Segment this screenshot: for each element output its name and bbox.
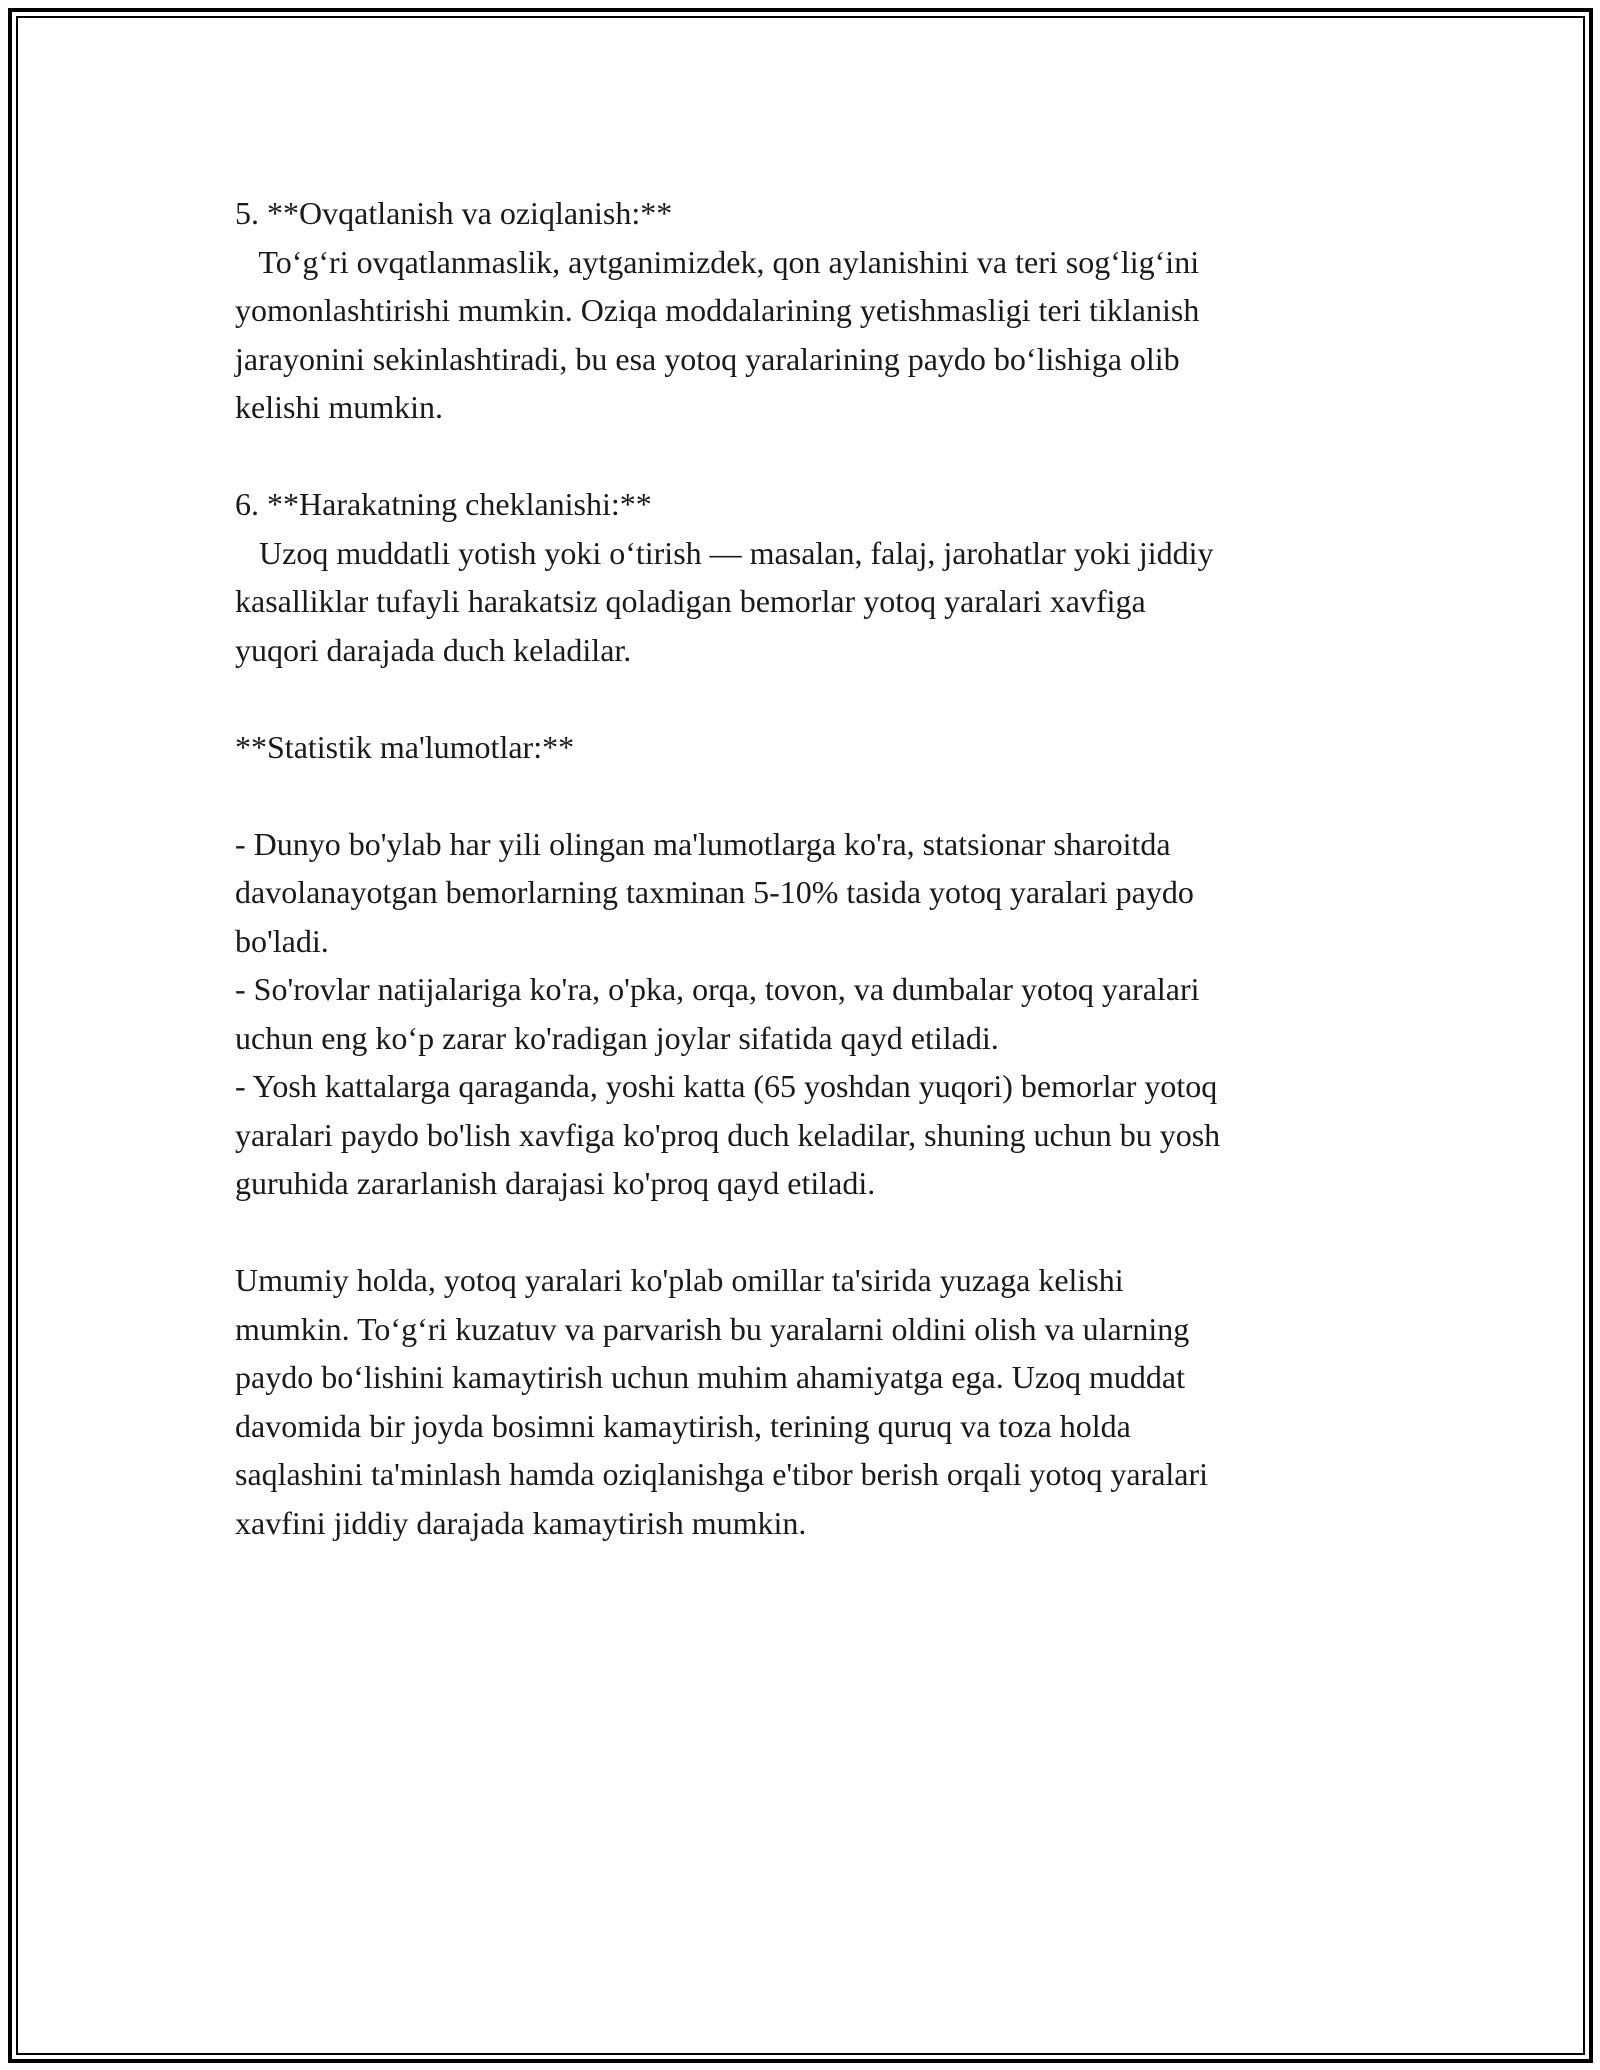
conclusion-line: saqlashini ta'minlash hamda oziqlanishga e'tibor berish orqali yotoq yaralari [235,1456,1209,1492]
statistics-line: uchun eng ko‘p zarar ko'radigan joylar sifatida qayd etiladi. [235,1019,999,1056]
statistics-line: - Yosh kattalarga qaraganda, yoshi katta (65 yoshdan yuqori) bemorlar yotoq [235,1068,1218,1104]
statistics-line: guruhida zararlanish darajasi ko'proq qayd etiladi. [235,1165,876,1201]
blank-line [235,771,1375,820]
section-6-heading: 6. **Harakatning cheklanishi:** [235,486,652,522]
section-6-line: Uzoq muddatli yotish yoki o‘tirish — masalan, falaj, jarohatlar yoki jiddiy [235,534,1214,571]
section-6-line: kasalliklar tufayli harakatsiz qoladigan bemorlar yotoq yaralari xavfiga [235,583,1146,619]
conclusion-line: davomida bir joyda bosimni kamaytirish, terining quruq va toza holda [235,1407,1131,1444]
statistics-line: - Dunyo bo'ylab har yili olingan ma'lumotlarga ko'ra, statsionar sharoitda [235,825,1171,862]
section-6-line: yuqori darajada duch keladilar. [235,631,632,668]
conclusion-line: xavfini jiddiy darajada kamaytirish mumkin. [235,1504,807,1541]
blank-line [235,432,1375,481]
statistics-line: davolanayotgan bemorlarning taxminan 5-10% tasida yotoq yaralari paydo [235,874,1194,910]
conclusion-line: paydo bo‘lishini kamaytirish uchun muhim ahamiyatga ega. Uzoq muddat [235,1359,1186,1395]
blank-line [235,674,1375,723]
document-body [235,189,1375,1547]
conclusion-line: Umumiy holda, yotoq yaralari ko'plab omillar ta'sirida yuzaga kelishi [235,1262,1124,1298]
section-5-heading: 5. **Ovqatlanish va oziqlanish:** [235,195,673,231]
section-5-line: kelishi mumkin. [235,389,443,425]
statistics-line: bo'ladi. [235,922,329,959]
statistics-line: - So'rovlar natijalariga ko'ra, o'pka, orqa, tovon, va dumbalar yotoq yaralari [235,971,1200,1007]
section-5-line: yomonlashtirishi mumkin. Oziqa moddalarining yetishmasligi teri tiklanish [235,292,1200,328]
blank-line [235,1208,1375,1257]
section-5-line: To‘g‘ri ovqatlanmaslik, aytganimizdek, qon aylanishini va teri sog‘lig‘ini [235,243,1200,280]
statistics-line: yaralari paydo bo'lish xavfiga ko'proq duch keladilar, shuning uchun bu yosh [235,1116,1221,1153]
section-5-line: jarayonini sekinlashtiradi, bu esa yotoq yaralarining paydo bo‘lishiga olib [235,340,1180,377]
conclusion-line: mumkin. To‘g‘ri kuzatuv va parvarish bu yaralarni oldini olish va ularning [235,1310,1190,1347]
statistics-heading: **Statistik ma'lumotlar:** [235,728,575,765]
